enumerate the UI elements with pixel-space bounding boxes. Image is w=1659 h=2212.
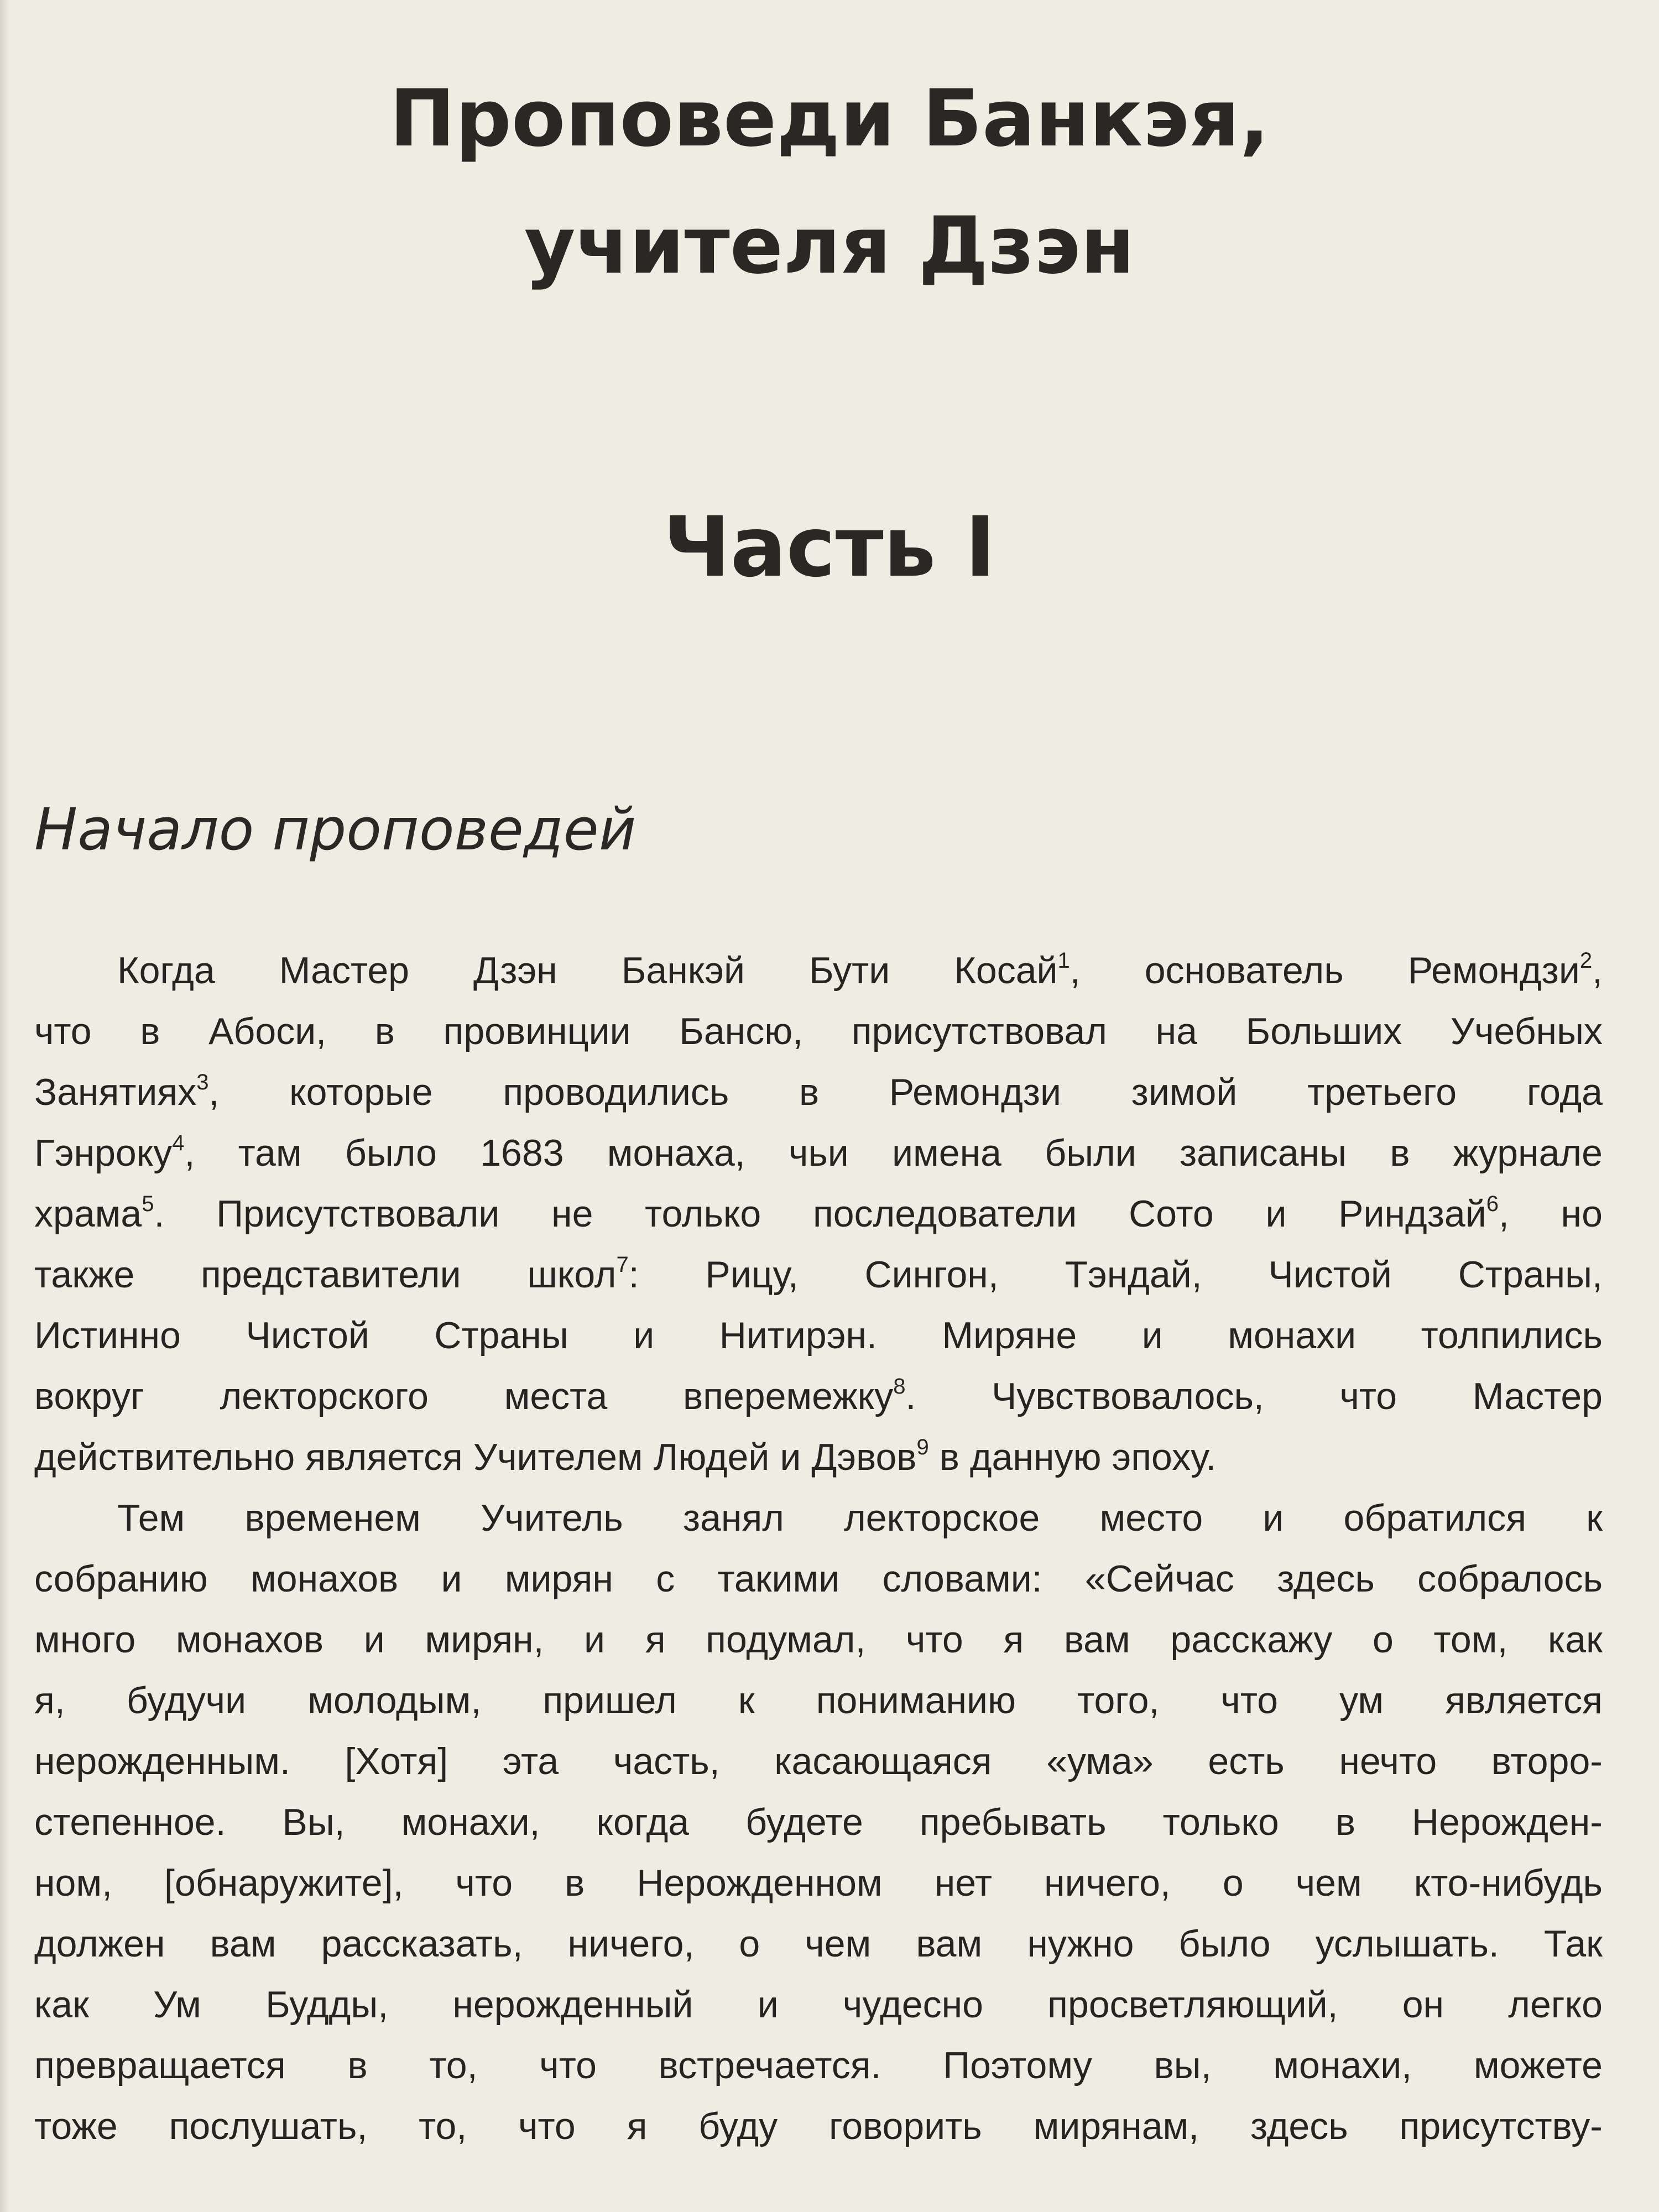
text-line: степенное. Вы, монахи, когда будете пребывать только в Нерожден- (34, 1801, 1603, 1843)
text-line: как Ум Будды, нерожденный и чудесно просветляющий, он легко (34, 1984, 1603, 2026)
text-line: вокруг лекторского места вперемежку$^8$. Чувствовалось, что Мастер (34, 1374, 1603, 1417)
section-title: Начало проповедей (34, 796, 637, 863)
text-line: действительно является Учителем Людей и Дэвов$^9$ в данную эпоху. (34, 1435, 1217, 1478)
text-line: тоже послушать, то, что я буду говорить мирянам, здесь присутству- (34, 2105, 1603, 2147)
text-line: Тем временем Учитель занял лекторское место и обратился к (117, 1497, 1603, 1539)
text-line: ном, [обнаружите], что в Нерожденном нет ничего, о чем кто-нибудь (34, 1862, 1603, 1904)
book-title-line-1: Проповеди Банкэя, (389, 73, 1270, 164)
book-title (0, 55, 1659, 310)
page-edge-shadow (0, 0, 10, 2212)
text-line: храма$^5$. Присутствовали не только последователи Сото и Риндзай$^6$, но (34, 1192, 1603, 1235)
text-line: нерожденным. [Хотя] эта часть, касающаяся «ума» есть нечто второ- (34, 1740, 1603, 1782)
part-heading: Часть I (663, 499, 996, 596)
text-line: я, будучи молодым, пришел к пониманию того, что ум является (34, 1679, 1603, 1721)
book-title-line-2: учителя Дзэн (524, 200, 1135, 291)
text-line: Когда Мастер Дзэн Банкэй Бути Косай$^1$, основатель Ремондзи$^2$, (117, 948, 1603, 992)
text-line: собранию монахов и мирян с такими словами: «Сейчас здесь собралось (34, 1558, 1603, 1600)
text-line: много монахов и мирян, и я подумал, что я вам расскажу о том, как (34, 1619, 1603, 1661)
text-line: превращается в то, что встречается. Поэтому вы, монахи, можете (34, 2044, 1603, 2086)
text-line: должен вам рассказать, ничего, о чем вам нужно было услышать. Так (34, 1923, 1603, 1965)
text-line: Гэнроку$^4$, там было 1683 монаха, чьи имена были записаны в журнале (34, 1131, 1603, 1174)
text-line: Занятиях$^3$, которые проводились в Ремондзи зимой третьего года (34, 1070, 1603, 1113)
body-text (34, 940, 1603, 2157)
text-line: Истинно Чистой Страны и Нитирэн. Миряне и монахи толпились (34, 1314, 1603, 1357)
text-line: также представители школ$^7$: Рицу, Сингон, Тэндай, Чистой Страны, (34, 1253, 1603, 1296)
text-line: что в Абоси, в провинции Бансю, присутствовал на Больших Учебных (34, 1010, 1603, 1052)
